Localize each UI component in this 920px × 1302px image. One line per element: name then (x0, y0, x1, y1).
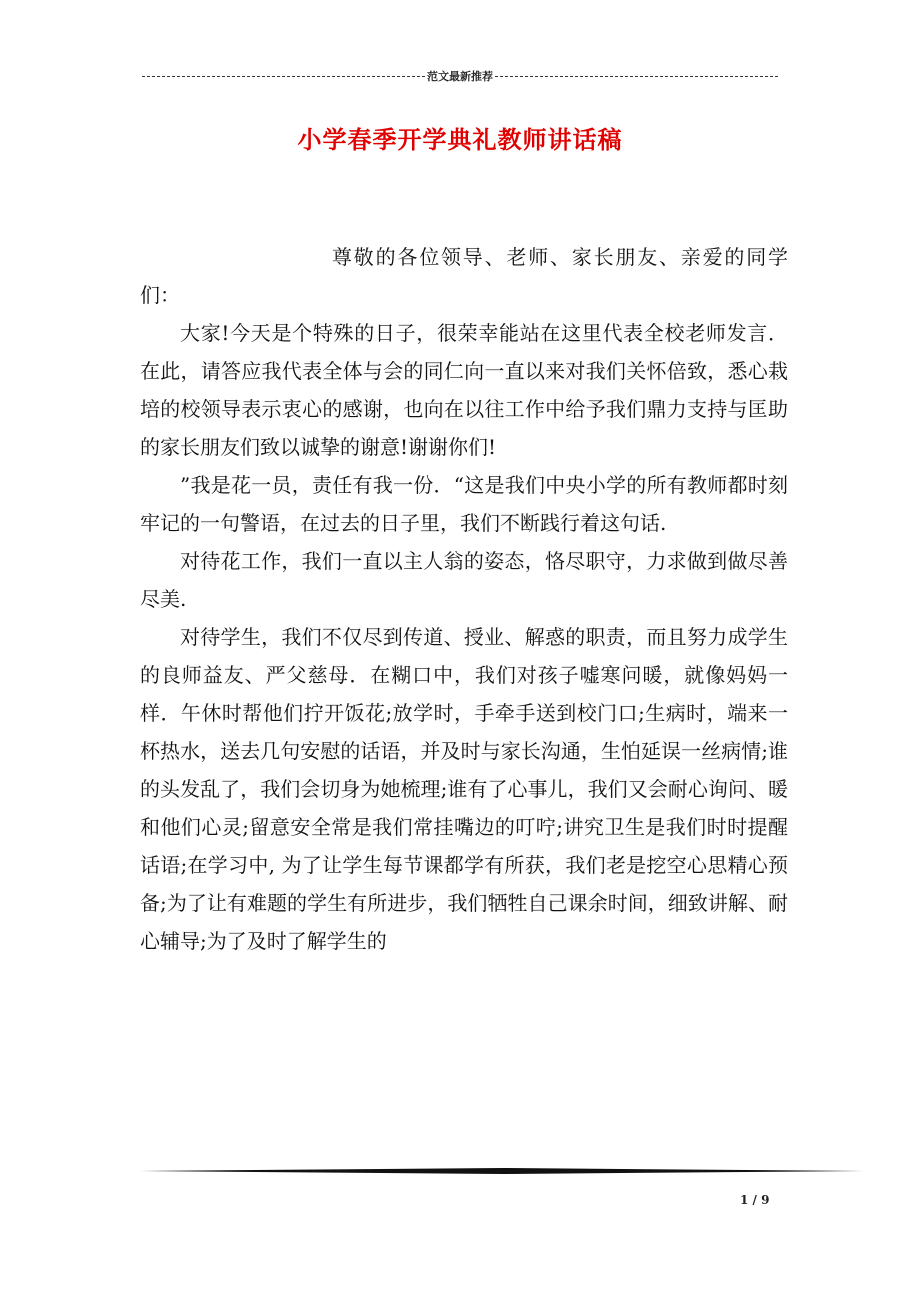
salutation: 尊敬的各位领导、老师、家长朋友、亲爱的同学们： (140, 245, 788, 307)
document-body (140, 238, 788, 960)
header-dash-right (495, 76, 778, 77)
paragraph: 对待花工作，我们一直以主人翁的姿态，恪尽职守，力求做到做尽善尽美. (140, 549, 788, 611)
page-header (140, 66, 780, 86)
paragraph: 对待学生，我们不仅尽到传道、授业、解惑的职责，而且努力成学生的良师益友、严父慈母．在糊口中，我们对孩子嘘寒问暖，就像妈妈一样．午休时帮他们拧开饭花;放学时，手牵手送到校门口;生病时，端来一杯热水，送去几句安慰的话语，并及时与家长沟通，生怕延误一丝病情;谁的头发乱了，我们会切身为她梳理;谁有了心事儿，我们又会耐心询问、暖和他们心灵;留意安全常是我们常挂嘴边的叮咛;讲究卫生是我们时时提醒话语;在学习中, 为了让学生每节课都学有所获，我们老是挖空心思精心预备;为了让有难题的学生有所进步，我们牺牲自己课余时间，细致讲解、耐心辅导;为了及时了解学生的 (140, 625, 788, 953)
header-dash-left (142, 76, 425, 77)
document-title: 小学春季开学典礼教师讲话稿 (297, 125, 623, 154)
footer-divider (140, 1168, 864, 1174)
paragraph: 大家!今天是个特殊的日子，很荣幸能站在这里代表全校老师发言．在此，请答应我代表全体与会的同仁向一直以来对我们关怀倍致，悉心栽培的校领导表示衷心的感谢，也向在以往工作中给予我们鼎力支持与匡助的家长朋友们致以诚挚的谢意!谢谢你们! (140, 321, 788, 459)
header-label: 范文最新推荐 (427, 70, 493, 83)
paragraph: ”我是花一员，责任有我一份．“这是我们中央小学的所有教师都时刻牢记的一句警语，在过去的日子里，我们不断践行着这句话. (140, 473, 788, 535)
page-number: 1 / 9 (740, 1193, 770, 1207)
